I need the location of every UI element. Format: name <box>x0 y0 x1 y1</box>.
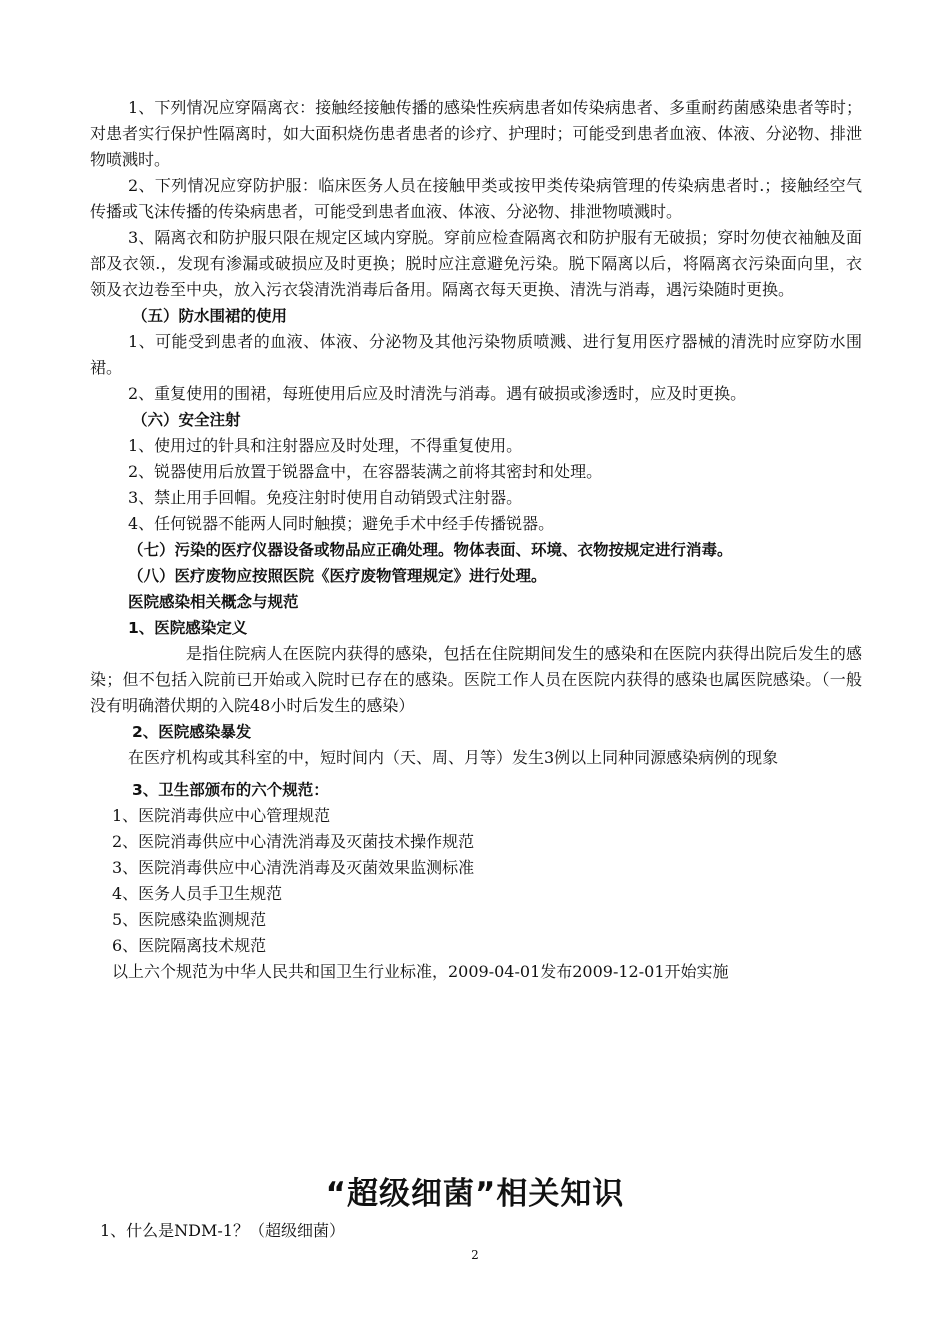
norm-item-1: 1、医院消毒供应中心管理规范 <box>112 806 331 825</box>
section-heading-safe-injection: （六）安全注射 <box>132 411 241 429</box>
heading-infection-definition: 1、医院感染定义 <box>128 619 248 637</box>
superbug-question-1: 1、什么是NDM-1？（超级细菌） <box>100 1221 345 1240</box>
superbug-title: “超级细菌”相关知识 <box>325 1176 625 1212</box>
norm-item-4: 4、医务人员手卫生规范 <box>112 884 283 903</box>
heading-infection-concepts: 医院感染相关概念与规范 <box>128 593 299 611</box>
page-number: 2 <box>471 1248 479 1262</box>
section-heading-medical-waste: （八）医疗废物应按照医院《医疗废物管理规定》进行处理。 <box>128 567 547 585</box>
section-heading-apron: （五）防水围裙的使用 <box>132 307 288 325</box>
heading-six-norms: 3、卫生部颁布的六个规范： <box>132 781 329 799</box>
section-heading-equipment: （七）污染的医疗仪器设备或物品应正确处理。物体表面、环境、衣物按规定进行消毒。 <box>128 541 733 559</box>
norm-item-3: 3、医院消毒供应中心清洗消毒及灭菌效果监测标准 <box>112 858 475 877</box>
safe-injection-item-4: 4、任何锐器不能两人同时触摸；避免手术中经手传播锐器。 <box>128 514 555 533</box>
paragraph-gown-usage: 3、隔离衣和防护服只限在规定区域内穿脱。穿前应检查隔离衣和防护服有无破损；穿时勿使衣袖触及面部及衣领.，发现有渗漏或破损应及时更换；脱时应注意避免污染。脱下隔离以后，将隔离衣污染面向里，衣领及衣边卷至中央，放入污衣袋清洗消毒后备用。隔离衣每天更换、清洗与消毒，遇污染随时更换。 <box>90 228 862 299</box>
safe-injection-item-1: 1、使用过的针具和注射器应及时处理，不得重复使用。 <box>128 436 523 455</box>
safe-injection-item-2: 2、锐器使用后放置于锐器盒中，在容器装满之前将其密封和处理。 <box>128 462 603 481</box>
infection-definition-text: 是指住院病人在医院内获得的感染，包括在住院期间发生的感染和在医院内获得出院后发生的感染；但不包括入院前已开始或入院时已存在的感染。医院工作人员在医院内获得的感染也属医院感染。（一般没有明确潜伏期的入院48小时后发生的感染） <box>90 644 862 715</box>
heading-infection-outbreak: 2、医院感染暴发 <box>132 723 252 741</box>
norm-item-6: 6、医院隔离技术规范 <box>112 936 267 955</box>
apron-item-2: 2、重复使用的围裙，每班使用后应及时清洗与消毒。遇有破损或渗透时，应及时更换。 <box>128 384 747 403</box>
infection-outbreak-text: 在医疗机构或其科室的中，短时间内（天、周、月等）发生3例以上同种同源感染病例的现象 <box>128 748 779 767</box>
paragraph-isolation-gown: 1、下列情况应穿隔离衣：接触经接触传播的感染性疾病患者如传染病患者、多重耐药菌感染患者等时；对患者实行保护性隔离时，如大面积烧伤患者患者的诊疗、护理时；可能受到患者血液、体液、分泌物、排泄物喷溅时。 <box>90 98 862 169</box>
safe-injection-item-3: 3、禁止用手回帽。免疫注射时使用自动销毁式注射器。 <box>128 488 523 507</box>
norm-item-5: 5、医院感染监测规范 <box>112 910 267 929</box>
norms-note: 以上六个规范为中华人民共和国卫生行业标准，2009-04-01发布2009-12-01开始实施 <box>112 962 729 981</box>
document-body <box>90 95 862 985</box>
apron-item-1: 1、可能受到患者的血液、体液、分泌物及其他污染物质喷溅、进行复用医疗器械的清洗时应穿防水围裙。 <box>90 332 862 377</box>
paragraph-protective-suit: 2、下列情况应穿防护服：临床医务人员在接触甲类或按甲类传染病管理的传染病患者时.；接触经空气传播或飞沫传播的传染病患者，可能受到患者血液、体液、分泌物、排泄物喷溅时。 <box>90 176 862 221</box>
norm-item-2: 2、医院消毒供应中心清洗消毒及灭菌技术操作规范 <box>112 832 475 851</box>
